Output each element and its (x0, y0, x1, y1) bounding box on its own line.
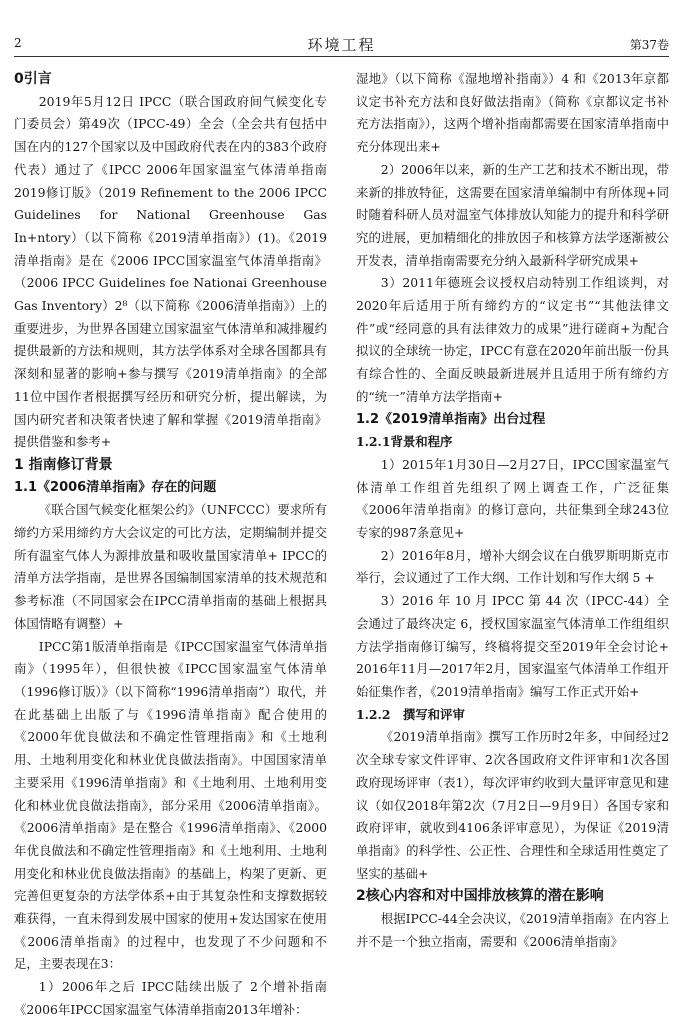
left-column (14, 68, 327, 1022)
paragraph: 3）2016 年 10 月 IPCC 第 44 次（IPCC-44）全会通过了最终决定 6，授权国家温室气体清单工作组组织方法学指南修订编写，终稿将提交至2019年全会讨论+ 2016年11月—2017年2月，国家温室气体清单工作组开始征集作者，《2019清单指南》编写工作正式开始+ (356, 593, 669, 699)
paragraph: 根据IPCC-44全会决议，《2019清单指南》在内容上并不是一个独立指南，需要和《2006清单指南》 (356, 911, 669, 949)
paragraph: 3）2011年德班会议授权启动特别工作组谈判，对2020年后适用于所有缔约方的“议定书”“其他法律文件”或“经同意的具有法律效力的成果”进行磋商+为配合拟议的全球统一协定，IPCC有意在2020年前出版一份具有综合性的、全面反映最新进展并且适用于所有缔约方的“统一”清单方法学指南+ (356, 275, 669, 404)
intro-heading: 0引言 (14, 71, 52, 87)
section-1-2-heading: 1.2《2019清单指南》出台过程 (356, 411, 546, 427)
page-number: 2 (14, 36, 22, 50)
journal-title: 环境工程 (307, 36, 376, 54)
paragraph: 2）2016年8月，增补大纲会议在白俄罗斯明斯克市举行，会议通过了工作大纲、工作计划和写作大纲 5 + (356, 547, 669, 586)
section-1-1-heading: 1.1《2006清单指南》存在的问题 (14, 479, 217, 495)
section-1-2-1-heading: 1.2.1背景和程序 (356, 434, 453, 450)
paragraph: 1）2015年1月30日—2月27日，IPCC国家温室气体清单工作组首先组织了网上调查工作，广泛征集《2006年清单指南》的修订意向，共征集到全球243位专家的987条意见+ (356, 456, 669, 541)
volume-label: 第37卷 (629, 38, 669, 52)
right-column (356, 68, 669, 953)
running-header (14, 34, 669, 57)
section-2-heading: 2核心内容和对中国排放核算的潜在影响 (356, 888, 604, 905)
paragraph: 2）2006年以来，新的生产工艺和技术不断出现，带来新的排放特征，这需要在国家清单编制中有所体现+同时随着科研人员对温室气体排放认知能力的提升和科学研究的进展，更加精细化的排放因子和核算方法学逐渐被公开发表，清单指南需要充分纳入最新科学研究成果+ (356, 161, 669, 268)
paragraph: 1）2006年之后 IPCC陆续出版了 2个增补指南《2006年IPCC国家温室气体清单指南2013年增补： (14, 979, 327, 1017)
paragraph: 湿地》（以下简称《湿地增补指南》）4 和《2013年京都议定书补充方法和良好做法指南》（简称《京都议定书补充方法指南》），这两个增补指南都需要在国家清单指南中充分体现出来+ (356, 71, 669, 155)
paragraph: 《2019清单指南》撰写工作历时2年多，中间经过2次全球专家文件评审、2次各国政府文件评审和1次各国政府现场评审（表1），每次评审约收到大量评审意见和建议（如仅2018年第2次（7月2日—9月9日）各国专家和政府评审，就收到4106条评审意见），为保证《2019清单指南》的科学性、公正性、合理性和全球适用性奠定了坚实的基础+ (356, 729, 669, 881)
paragraph: 《联合国气候变化框架公约》（UNFCCC）要求所有缔约方采用缔约方大会议定的可比方法，定期编制并提交所有温室气体人为源排放量和吸收量国家清单+ IPCC的清单方法学指南，是世界各国编制国家清单的技术规范和参考标准（不同国家会在IPCC清单指南的基础上根据具体国情略有调整）+ (14, 502, 327, 631)
paragraph: IPCC第1版清单指南是《IPCC国家温室气体清单指南》（1995年），但很快被《IPCC国家温室气体清单（1996修订版）》（以下简称“1996清单指南”）取代，并在此基础上出版了与《1996清单指南》配合使用的《2000年优良做法和不确定性管理指南》和《土地利用、土地利用变化和林业优良做法指南》。中国国家清单主要采用《1996清单指南》和《土地利用、土地利用变化和林业优良做法指南》，部分采用《2006清单指南》。《2006清单指南》是在整合《1996清单指南》、《2000年优良做法和不确定性管理指南》和《土地利用、土地利用变化和林业优良做法指南》的基础上，构架了更新、更完善但更复杂的方法学体系+由于其复杂性和支撑数据较难获得，一直未得到发展中国家的使用+发达国家在使用《2006清单指南》的过程中，也发现了不少问题和不足，主要表现在3： (14, 638, 327, 972)
intro-paragraph: 2019年5月12日 IPCC（联合国政府间气候变化专门委员会）第49次（IPCC-49）全会（全会共有包括中国在内的127个国家以及中国政府代表在内的383个政府代表）通过了《IPCC 2006年国家温室气体清单指南2019修订版》（2019 Refinement to the 2006 IPCC Guidelines for National Greenhouse Gas In+ntory）（以下简称《2019清单指南》）(1)。《2019清单指南》是在《2006 IPCC国家温室气体清单指南》（2006 IPCC Guidelines foe Nationai Greenhouse Gas Inventory）2⁸（以下简称《2006清单指南》）上的重要进步，为世界各国建立国家温室气体清单和减排履约提供最新的方法和规则，其方法学体系对全球各国都具有深刻和显著的影响+参与撰写《2019清单指南》的全部11位中国作者根据撰写经历和研究分析，提出解读，为国内研究者和决策者快速了解和掌握《2019清单指南》提供借鉴和参考+ (14, 93, 327, 450)
section-1-2-2-heading: 1.2.2 撰写和评审 (356, 706, 465, 722)
section-1-heading: 1 指南修订背景 (14, 456, 113, 473)
